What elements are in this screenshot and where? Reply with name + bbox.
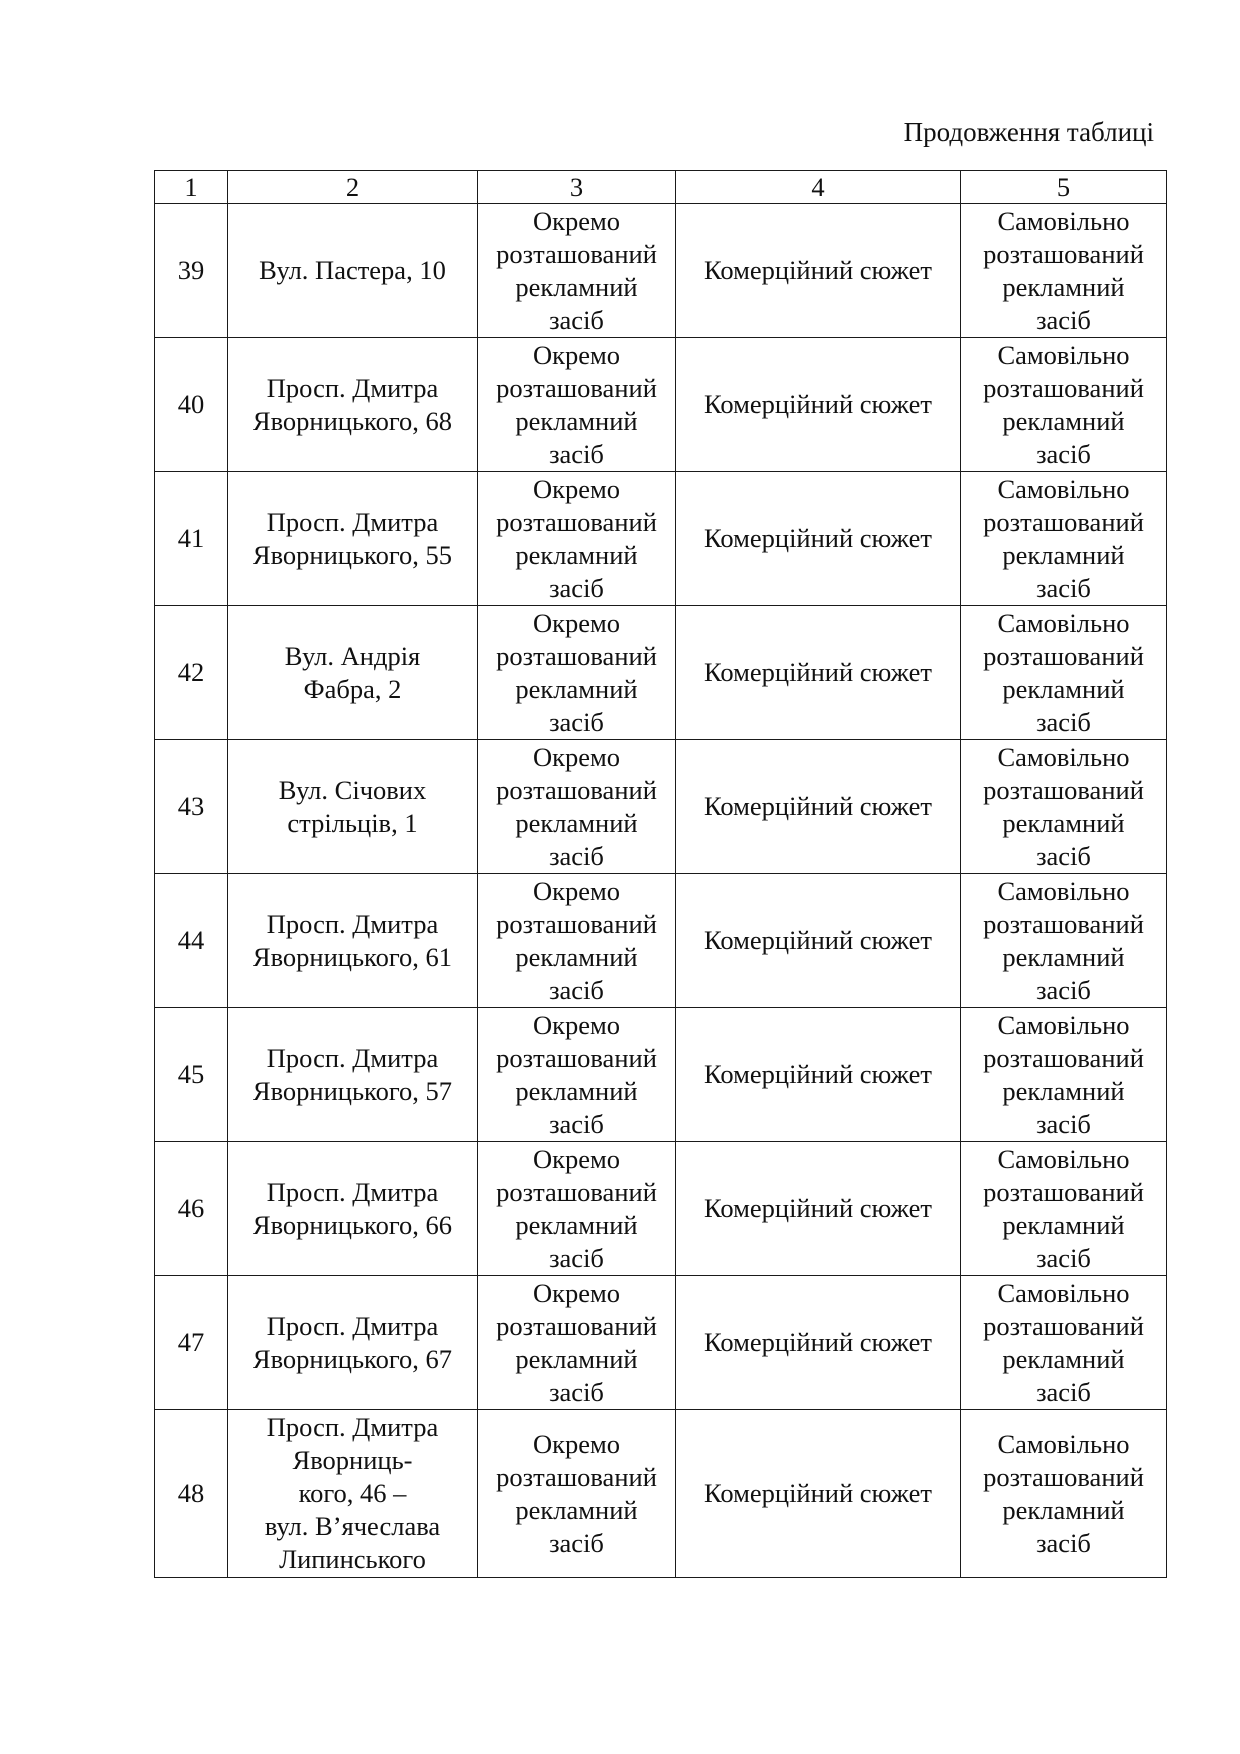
ad-type-line: розташований — [496, 238, 657, 269]
status-line: Самовільно — [997, 205, 1130, 236]
status-line: Самовільно — [997, 1428, 1130, 1459]
address-line: Фабра, 2 — [303, 673, 402, 704]
content-cell: Комерційний сюжет — [676, 606, 961, 740]
status-line: засіб — [1036, 304, 1091, 335]
address-cell — [228, 1008, 478, 1142]
status-line: Самовільно — [997, 1143, 1130, 1174]
header-cell-col-2: 2 — [228, 171, 478, 204]
ad-type-line: засіб — [549, 1527, 604, 1558]
address-line: Яворницького, 67 — [252, 1343, 453, 1374]
address-cell — [228, 1410, 478, 1578]
ad-type-cell — [478, 740, 676, 874]
row-number-cell: 39 — [155, 204, 228, 338]
status-cell — [961, 1410, 1167, 1578]
table-row — [155, 606, 1167, 740]
status-line: розташований — [983, 774, 1144, 805]
ad-type-cell — [478, 338, 676, 472]
status-line: Самовільно — [997, 339, 1130, 370]
row-number-cell: 44 — [155, 874, 228, 1008]
ad-type-line: Окремо — [532, 1143, 621, 1174]
ad-type-cell — [478, 204, 676, 338]
status-cell — [961, 204, 1167, 338]
ad-type-cell — [478, 1142, 676, 1276]
address-line: вул. В’ячеслава — [264, 1511, 441, 1541]
status-cell — [961, 472, 1167, 606]
status-line: рекламний — [1002, 271, 1125, 302]
ad-type-line: Окремо — [532, 741, 621, 772]
ad-type-line: розташований — [496, 774, 657, 805]
status-cell — [961, 606, 1167, 740]
row-number-cell: 48 — [155, 1410, 228, 1578]
status-line: рекламний — [1002, 1494, 1125, 1525]
status-line: розташований — [983, 372, 1144, 403]
ad-type-line: рекламний — [515, 1075, 638, 1106]
table-body — [155, 204, 1167, 1578]
ad-type-line: рекламний — [515, 1494, 638, 1525]
table-row — [155, 472, 1167, 606]
address-line: Просп. Дмитра — [266, 372, 439, 403]
status-line: розташований — [983, 1042, 1144, 1073]
status-line: рекламний — [1002, 941, 1125, 972]
ad-type-line: розташований — [496, 506, 657, 537]
address-line: Просп. Дмитра — [266, 1310, 439, 1341]
status-line: розташований — [983, 506, 1144, 537]
row-number-cell: 41 — [155, 472, 228, 606]
row-number-cell: 42 — [155, 606, 228, 740]
address-line: Просп. Дмитра — [266, 1412, 439, 1442]
header-cell-col-1: 1 — [155, 171, 228, 204]
ad-type-cell — [478, 1410, 676, 1578]
advertising-table — [154, 170, 1167, 1578]
ad-type-line: засіб — [549, 1242, 604, 1273]
status-cell — [961, 874, 1167, 1008]
table-row — [155, 740, 1167, 874]
header-row — [155, 171, 1167, 204]
table-row — [155, 1276, 1167, 1410]
ad-type-line: засіб — [549, 304, 604, 335]
status-line: Самовільно — [997, 473, 1130, 504]
table-row — [155, 338, 1167, 472]
content-cell: Комерційний сюжет — [676, 1410, 961, 1578]
ad-type-line: рекламний — [515, 405, 638, 436]
ad-type-line: Окремо — [532, 1009, 621, 1040]
ad-type-line: засіб — [549, 1376, 604, 1407]
content-cell: Комерційний сюжет — [676, 1142, 961, 1276]
address-cell — [228, 1142, 478, 1276]
address-line: Вул. Січових — [278, 774, 427, 805]
row-number-cell: 43 — [155, 740, 228, 874]
address-line: Яворницького, 61 — [252, 941, 453, 972]
table-row — [155, 874, 1167, 1008]
ad-type-line: рекламний — [515, 1209, 638, 1240]
status-line: рекламний — [1002, 539, 1125, 570]
status-line: рекламний — [1002, 1209, 1125, 1240]
address-cell — [228, 204, 478, 338]
ad-type-line: засіб — [549, 572, 604, 603]
address-line: стрільців, 1 — [287, 807, 418, 838]
ad-type-line: рекламний — [515, 1343, 638, 1374]
status-line: засіб — [1036, 840, 1091, 871]
status-line: Самовільно — [997, 1009, 1130, 1040]
status-line: засіб — [1036, 974, 1091, 1005]
table-continuation-heading: Продовження таблиці — [903, 117, 1154, 147]
table-row — [155, 1142, 1167, 1276]
ad-type-line: засіб — [549, 974, 604, 1005]
address-line: Вул. Андрія — [284, 640, 421, 671]
table-row — [155, 204, 1167, 338]
content-cell: Комерційний сюжет — [676, 338, 961, 472]
content-cell: Комерційний сюжет — [676, 740, 961, 874]
status-line: розташований — [983, 1310, 1144, 1341]
ad-type-line: Окремо — [532, 607, 621, 638]
address-line: Яворниць- — [292, 1445, 413, 1475]
address-line: Вул. Пастера, 10 — [259, 255, 446, 285]
header-cell-col-5: 5 — [961, 171, 1167, 204]
status-line: засіб — [1036, 1527, 1091, 1558]
content-cell: Комерційний сюжет — [676, 472, 961, 606]
address-line: Липинського — [279, 1544, 426, 1574]
address-cell — [228, 740, 478, 874]
address-line: кого, 46 – — [298, 1478, 407, 1508]
table-row — [155, 1008, 1167, 1142]
ad-type-line: рекламний — [515, 673, 638, 704]
ad-type-line: рекламний — [515, 941, 638, 972]
ad-type-line: розташований — [496, 1042, 657, 1073]
address-line: Просп. Дмитра — [266, 1176, 439, 1207]
ad-type-line: рекламний — [515, 271, 638, 302]
ad-type-cell — [478, 1276, 676, 1410]
ad-type-line: Окремо — [532, 1428, 621, 1459]
status-line: засіб — [1036, 438, 1091, 469]
row-number-cell: 46 — [155, 1142, 228, 1276]
status-line: засіб — [1036, 1108, 1091, 1139]
ad-type-line: рекламний — [515, 539, 638, 570]
address-cell — [228, 1276, 478, 1410]
content-cell: Комерційний сюжет — [676, 1276, 961, 1410]
status-line: засіб — [1036, 1376, 1091, 1407]
status-cell — [961, 740, 1167, 874]
content-cell: Комерційний сюжет — [676, 204, 961, 338]
status-line: рекламний — [1002, 673, 1125, 704]
status-line: розташований — [983, 238, 1144, 269]
row-number-cell: 45 — [155, 1008, 228, 1142]
status-line: засіб — [1036, 572, 1091, 603]
status-line: розташований — [983, 640, 1144, 671]
address-line: Просп. Дмитра — [266, 506, 439, 537]
ad-type-line: розташований — [496, 372, 657, 403]
ad-type-line: засіб — [549, 1108, 604, 1139]
address-line: Яворницького, 57 — [252, 1075, 453, 1106]
ad-type-line: Окремо — [532, 339, 621, 370]
address-cell — [228, 338, 478, 472]
status-line: розташований — [983, 1176, 1144, 1207]
ad-type-line: Окремо — [532, 205, 621, 236]
status-line: засіб — [1036, 1242, 1091, 1273]
status-line: рекламний — [1002, 807, 1125, 838]
ad-type-line: Окремо — [532, 473, 621, 504]
status-cell — [961, 1008, 1167, 1142]
status-line: засіб — [1036, 706, 1091, 737]
status-line: Самовільно — [997, 1277, 1130, 1308]
address-line: Яворницького, 55 — [252, 539, 453, 570]
ad-type-line: розташований — [496, 908, 657, 939]
address-cell — [228, 874, 478, 1008]
ad-type-line: розташований — [496, 1461, 657, 1492]
address-cell — [228, 472, 478, 606]
header-cell-col-3: 3 — [478, 171, 676, 204]
status-cell — [961, 1142, 1167, 1276]
header-cell-col-4: 4 — [676, 171, 961, 204]
row-number-cell: 47 — [155, 1276, 228, 1410]
status-line: розташований — [983, 1461, 1144, 1492]
status-cell — [961, 1276, 1167, 1410]
ad-type-line: Окремо — [532, 875, 621, 906]
ad-type-cell — [478, 1008, 676, 1142]
content-cell: Комерційний сюжет — [676, 874, 961, 1008]
row-number-cell: 40 — [155, 338, 228, 472]
table-header — [155, 171, 1167, 204]
ad-type-cell — [478, 606, 676, 740]
table-row — [155, 1410, 1167, 1578]
ad-type-line: розташований — [496, 640, 657, 671]
status-line: рекламний — [1002, 1075, 1125, 1106]
address-cell — [228, 606, 478, 740]
ad-type-line: засіб — [549, 438, 604, 469]
status-line: рекламний — [1002, 405, 1125, 436]
ad-type-line: розташований — [496, 1310, 657, 1341]
ad-type-line: рекламний — [515, 807, 638, 838]
ad-type-line: розташований — [496, 1176, 657, 1207]
status-cell — [961, 338, 1167, 472]
ad-type-cell — [478, 472, 676, 606]
ad-type-line: засіб — [549, 840, 604, 871]
address-line: Яворницького, 68 — [252, 405, 453, 436]
status-line: розташований — [983, 908, 1144, 939]
status-line: Самовільно — [997, 875, 1130, 906]
ad-type-cell — [478, 874, 676, 1008]
ad-type-line: засіб — [549, 706, 604, 737]
content-cell: Комерційний сюжет — [676, 1008, 961, 1142]
status-line: Самовільно — [997, 607, 1130, 638]
ad-type-line: Окремо — [532, 1277, 621, 1308]
address-line: Просп. Дмитра — [266, 1042, 439, 1073]
address-line: Яворницького, 66 — [252, 1209, 453, 1240]
status-line: Самовільно — [997, 741, 1130, 772]
status-line: рекламний — [1002, 1343, 1125, 1374]
address-line: Просп. Дмитра — [266, 908, 439, 939]
